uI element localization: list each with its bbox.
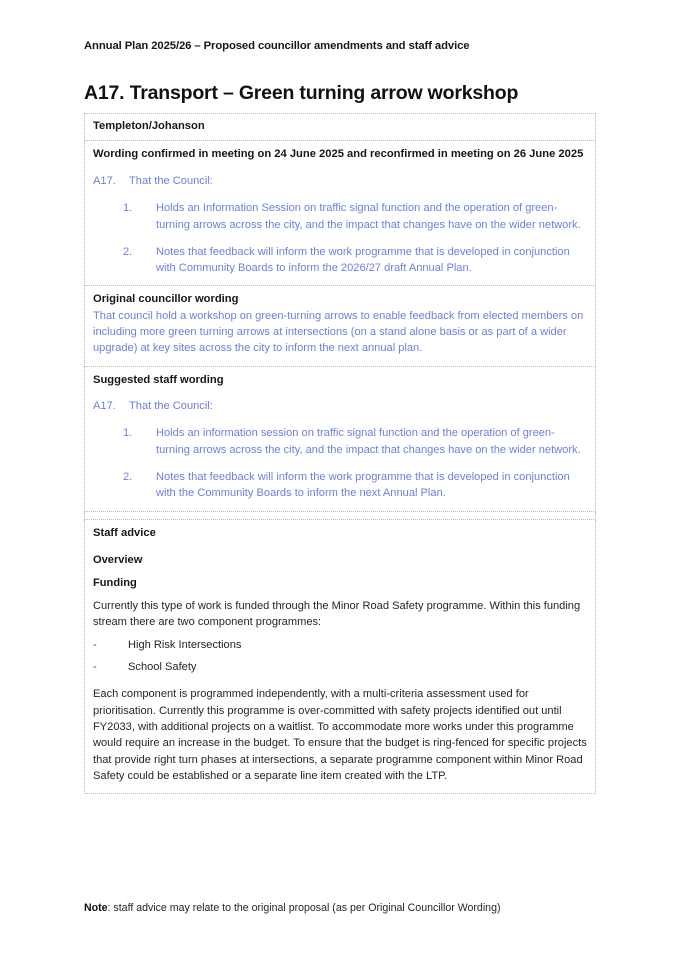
list-item <box>93 244 587 277</box>
funding-paragraph: Currently this type of work is funded through the Minor Road Safety programme. Within this funding stream there are two component programmes: <box>93 600 581 629</box>
list-item-text: High Risk Intersections <box>128 638 242 651</box>
suggested-lead-line <box>93 398 587 414</box>
list-item <box>93 469 587 502</box>
table-row-movers <box>85 114 596 141</box>
footer-note <box>84 901 604 916</box>
list-item-number: 1. <box>123 202 133 215</box>
list-item-text: Holds an Information Session on traffic signal function and the operation of green-turning arrows across the city, and the impact that changes have on the wider network. <box>156 202 581 231</box>
footer-note-text: : staff advice may relate to the original proposal (as per Original Councillor Wording) <box>107 902 501 914</box>
staff-advice-heading: Staff advice <box>93 526 156 539</box>
confirmed-lead-text: That the Council: <box>129 174 213 187</box>
list-item-text: School Safety <box>128 661 197 674</box>
original-wording-text: That council hold a workshop on green-turning arrows to enable feedback from elected members on including more green turning arrows at intersections (on a stand alone basis or as part of a wider upgrade) at key sites across the city to inform the next annual plan. <box>93 309 584 355</box>
suggested-ref: A17. <box>93 400 116 413</box>
list-item-dash: - <box>93 638 97 651</box>
confirmed-wording-heading: Wording confirmed in meeting on 24 June 2025 and reconfirmed in meeting on 26 June 2025 <box>93 148 584 161</box>
list-item-dash: - <box>93 661 97 674</box>
list-item <box>93 425 587 458</box>
table-row-suggested-wording <box>85 366 596 511</box>
table-row-staff-advice <box>85 519 596 793</box>
movers-label: Templeton/Johanson <box>93 120 205 132</box>
table-row-confirmed-wording <box>85 141 596 286</box>
amendment-table <box>84 113 596 794</box>
page-title: A17. Transport – Green turning arrow workshop <box>84 82 519 104</box>
list-item-number: 2. <box>123 471 133 484</box>
confirmed-ref: A17. <box>93 174 116 187</box>
list-item <box>93 200 587 233</box>
suggested-lead-text: That the Council: <box>129 400 213 413</box>
component-programmes-list <box>93 637 587 676</box>
list-item-text: Notes that feedback will inform the work programme that is developed in conjunction with Community Boards to inform the 2026/27 draft Annual Plan. <box>156 245 570 275</box>
confirmed-items-list <box>93 200 587 276</box>
list-item-number: 1. <box>123 427 133 440</box>
list-item <box>93 637 587 653</box>
suggested-wording-heading: Suggested staff wording <box>93 373 224 386</box>
overview-heading: Overview <box>93 554 143 567</box>
suggested-items-list <box>93 425 587 501</box>
list-item-text: Holds an information session on traffic signal function and the operation of green-turning arrows across the city, and the impact that changes have on the wider network. <box>156 427 581 456</box>
list-item-number: 2. <box>123 245 133 258</box>
document-header: Annual Plan 2025/26 – Proposed councillor amendments and staff advice <box>84 40 470 52</box>
table-row-spacer <box>85 511 596 519</box>
closing-paragraph: Each component is programmed independently, with a multi-criteria assessment used for prioritisation. Currently this programme is over-committed with safety projects identified out until FY2033, with additional projects on a waitlist. To accommodate more works under this programme would require an increase in the budget. To ensure that the budget is ring-fenced for specific projects that provide right turn phases at intersections, a separate programme component within Minor Road Safety could be established or a separate line item created with the LTP. <box>93 688 587 782</box>
list-item <box>93 659 587 675</box>
confirmed-lead-line <box>93 173 587 189</box>
table-row-original-wording <box>85 286 596 366</box>
funding-heading: Funding <box>93 577 137 590</box>
footer-note-label: Note <box>84 902 108 914</box>
original-wording-heading: Original councillor wording <box>93 293 239 306</box>
list-item-text: Notes that feedback will inform the work programme that is developed in conjunction with the Community Boards to inform the next Annual Plan. <box>156 471 570 500</box>
